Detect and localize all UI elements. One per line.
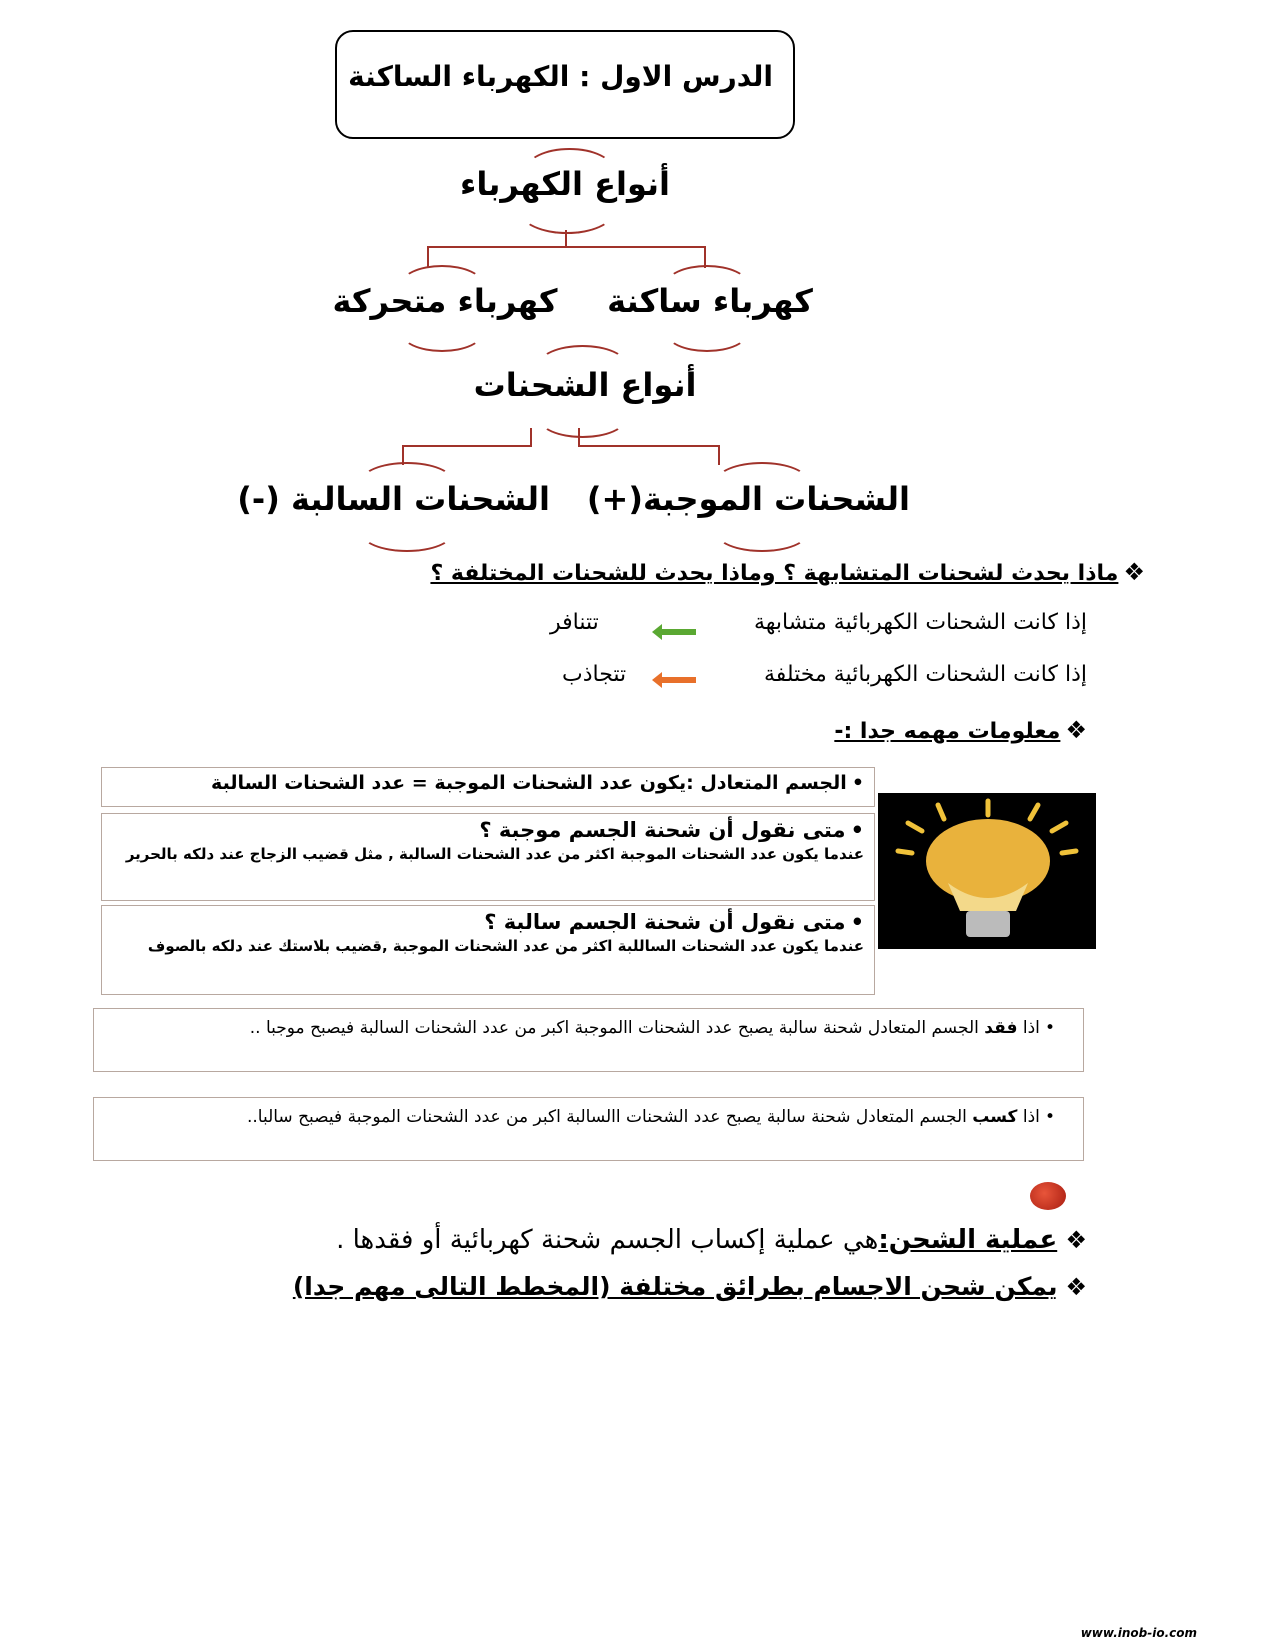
charging-definition-text: هي عملية إكساب الجسم شحنة كهربائية أو فقدها . xyxy=(336,1225,879,1255)
lightbulb-brain-image xyxy=(878,793,1096,949)
arc-decoration xyxy=(715,512,809,552)
tree-connector xyxy=(578,445,720,447)
tree-connector xyxy=(427,246,706,248)
rule-condition: إذا كانت الشحنات الكهربائية متشابهة xyxy=(753,610,1087,635)
charging-methods-text: يمكن شحن الاجسام بطرائق مختلفة (المخطط التالى مهم جدا) xyxy=(292,1272,1058,1301)
info-body: عندما يكون عدد الشحنات الساللبة اكثر من عدد الشحنات الموجبة ,قضيب بلاستك عند دلكه بالصوف xyxy=(147,937,864,955)
info-heading: متى نقول أن شحنة الجسم سالبة ؟ xyxy=(484,910,846,934)
charging-term: عملية الشحن: xyxy=(878,1225,1058,1255)
tree-connector xyxy=(427,246,429,268)
tree-connector xyxy=(530,428,532,446)
red-dot-icon xyxy=(1030,1182,1066,1210)
charging-definition xyxy=(336,1225,1087,1255)
question-line xyxy=(425,558,1145,586)
lesson-title-box xyxy=(335,30,795,139)
note-keyword: كسب xyxy=(972,1107,1018,1127)
info-body: عندما يكون عدد الشحنات الموجبة اكثر من عدد الشحنات السالبة , مثل قضيب الزجاج عند دلكه بالحرير xyxy=(125,845,864,863)
positive-charges-node: الشحنات الموجبة(+) xyxy=(586,480,910,518)
footer-website: www.inob-io.com xyxy=(1080,1626,1197,1640)
negative-charges-node: الشحنات السالبة (-) xyxy=(237,480,550,518)
diamond-bullet-icon: ❖ xyxy=(1065,1273,1087,1301)
note-text: اذا xyxy=(1017,1107,1040,1127)
info-box xyxy=(101,813,875,901)
diamond-bullet-icon: ❖ xyxy=(1065,1226,1087,1254)
rule-condition: إذا كانت الشحنات الكهربائية مختلفة xyxy=(763,662,1087,687)
bullet: • xyxy=(851,772,864,794)
charging-methods xyxy=(293,1272,1087,1301)
charge-types-node: أنواع الشحنات xyxy=(473,366,697,404)
rule-result: تتجاذب xyxy=(562,662,627,687)
electricity-types-node: أنواع الكهرباء xyxy=(459,165,670,203)
info-box xyxy=(101,905,875,995)
current-electricity-node: كهرباء متحركة xyxy=(332,282,558,320)
tree-connector xyxy=(578,428,580,446)
info-heading: متى نقول أن شحنة الجسم موجبة ؟ xyxy=(479,818,846,842)
important-heading xyxy=(834,716,1087,744)
static-electricity-node: كهرباء ساكنة xyxy=(607,282,813,320)
lesson-title: الدرس الاول : الكهرباء الساكنة xyxy=(348,60,773,93)
note-keyword: فقد xyxy=(984,1018,1018,1038)
rule-result: تتنافر xyxy=(550,610,599,635)
diamond-bullet-icon: ❖ xyxy=(1065,716,1087,744)
arrow-left-icon xyxy=(652,672,698,692)
question-text: ماذا يحدث لشحنات المتشابهة ؟ وماذا يحدث للشحنات المختلفة ؟ xyxy=(430,561,1119,586)
arc-decoration xyxy=(360,512,454,552)
note-box xyxy=(93,1008,1084,1072)
tree-connector xyxy=(718,445,720,465)
bullet: • xyxy=(1044,1107,1055,1127)
info-box xyxy=(101,767,875,807)
bullet: • xyxy=(850,818,864,842)
note-text: الجسم المتعادل شحنة سالبة يصبح عدد الشحنات االسالبة اكبر من عدد الشحنات الموجبة فيصبح سالبا.. xyxy=(246,1107,973,1127)
arc-decoration xyxy=(538,398,627,438)
info-heading: الجسم المتعادل :يكون عدد الشحنات الموجبة = عدد الشحنات السالبة xyxy=(211,772,847,794)
tree-connector xyxy=(402,445,532,447)
note-box xyxy=(93,1097,1084,1161)
important-text: معلومات مهمه جدا :- xyxy=(834,719,1061,744)
bullet: • xyxy=(850,910,864,934)
note-text: اذا xyxy=(1017,1018,1040,1038)
bullet: • xyxy=(1044,1018,1055,1038)
note-text: الجسم المتعادل شحنة سالبة يصبح عدد الشحنات االموجبة اكبر من عدد الشحنات السالبة فيصبح موجبا .. xyxy=(249,1018,985,1038)
diamond-bullet-icon: ❖ xyxy=(1123,558,1145,586)
arrow-left-icon xyxy=(652,624,698,644)
